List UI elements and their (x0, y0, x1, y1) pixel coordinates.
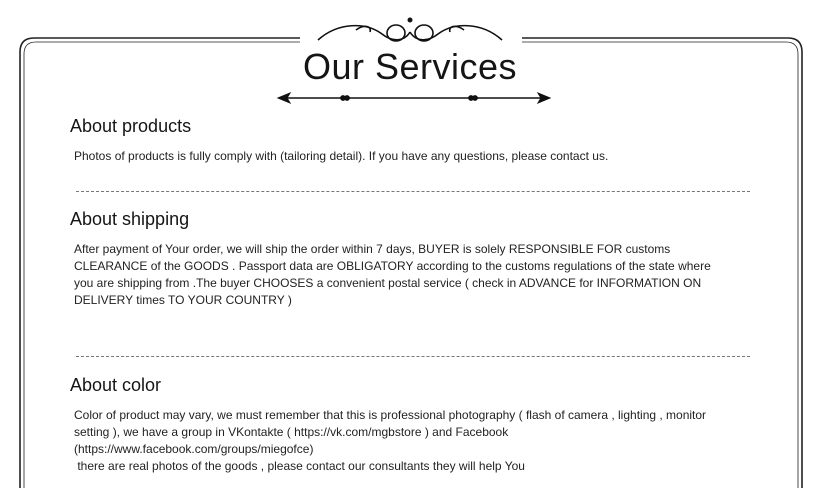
section-line: there are real photos of the goods , please contact our consultants they will help You (74, 459, 525, 473)
dashed-divider (76, 356, 750, 357)
section-line: Photos of products is fully comply with (tailoring detail). If you have any questions, please contact us. (74, 149, 609, 163)
section-line: you are shipping from .The buyer CHOOSES a convenient postal service ( check in ADVANCE for INFORMATION ON (74, 276, 702, 290)
section-line: Color of product may vary, we must remember that this is professional photography ( flash of camera , lighting , monitor (74, 408, 707, 422)
section-body-shipping (74, 241, 764, 309)
section-line: After payment of Your order, we will ship the order within 7 days, BUYER is solely RESPONSIBLE FOR customs (74, 242, 671, 256)
page-title: Our Services (302, 46, 518, 87)
section-heading-shipping: About shipping (70, 209, 190, 229)
section-body-products (74, 148, 764, 165)
section-line: setting ), we have a group in VKontakte ( https://vk.com/mgbstore ) and Facebook (74, 425, 509, 439)
section-body-color (74, 407, 764, 475)
arrow-ornament (278, 93, 550, 103)
section-heading-products: About products (70, 116, 192, 136)
section-line: CLEARANCE of the GOODS . Passport data are OBLIGATORY according to the customs regulations of the state where (74, 259, 711, 273)
section-line: DELIVERY times TO YOUR COUNTRY ) (74, 293, 292, 307)
flourish-ornament (318, 25, 502, 41)
dashed-divider (76, 191, 750, 192)
section-line: (https://www.facebook.com/groups/miegofce) (74, 442, 314, 456)
section-heading-color: About color (70, 375, 162, 395)
